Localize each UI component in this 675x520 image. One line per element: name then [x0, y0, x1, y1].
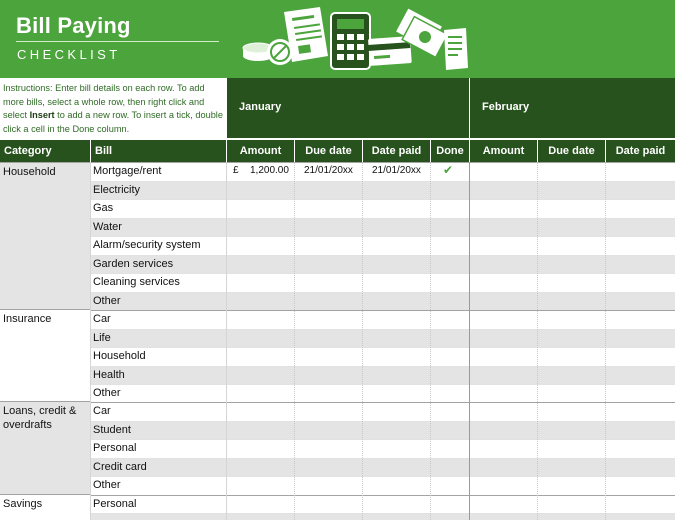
- bill-name: Other: [93, 295, 121, 307]
- jan-due-date-cell[interactable]: 21/01/20xx: [304, 165, 353, 176]
- month-divider: [469, 162, 470, 520]
- category-household[interactable]: Household: [0, 162, 90, 309]
- column-header-feb-amount[interactable]: Amount: [470, 140, 537, 162]
- table-row[interactable]: [91, 329, 675, 347]
- table-row[interactable]: [91, 273, 675, 291]
- receipt-icon: [444, 28, 468, 70]
- bill-name: Health: [93, 369, 125, 381]
- bill-name: Other: [93, 387, 121, 399]
- table-row[interactable]: [91, 513, 675, 520]
- done-tick-icon[interactable]: ✔: [443, 163, 454, 177]
- bill-name: Car: [93, 313, 111, 325]
- coins-icon: [243, 39, 293, 65]
- header-banner: [0, 0, 675, 78]
- table-row[interactable]: [91, 458, 675, 476]
- table-row[interactable]: [91, 384, 675, 402]
- column-header-jan-done[interactable]: Done: [431, 140, 469, 162]
- jan-date-paid-cell[interactable]: 21/01/20xx: [372, 165, 421, 176]
- column-header-feb-date-paid[interactable]: Date paid: [606, 140, 675, 162]
- bill-name: Student: [93, 424, 131, 436]
- column-header-jan-amount[interactable]: Amount: [227, 140, 294, 162]
- table-row[interactable]: [91, 199, 675, 217]
- table-row[interactable]: [91, 162, 675, 180]
- column-header-feb-due-date[interactable]: Due date: [538, 140, 605, 162]
- column-header-jan-due-date[interactable]: Due date: [295, 140, 362, 162]
- table-row[interactable]: [91, 495, 675, 513]
- table-row[interactable]: [91, 347, 675, 365]
- column-divider: [294, 162, 295, 520]
- bill-name: Electricity: [93, 184, 141, 196]
- title-divider: [16, 41, 219, 42]
- table-row[interactable]: [91, 236, 675, 254]
- page-title: Bill Paying: [16, 13, 131, 38]
- table-row[interactable]: [91, 421, 675, 439]
- column-header-category[interactable]: Category: [0, 140, 90, 162]
- jan-amount-cell[interactable]: 1,200.00: [250, 165, 289, 176]
- table-row[interactable]: [91, 402, 675, 420]
- column-header-jan-date-paid[interactable]: Date paid: [363, 140, 430, 162]
- bill-name: Other: [93, 479, 121, 491]
- category-loans-credit-overdrafts[interactable]: Loans, credit & overdrafts: [0, 401, 90, 494]
- column-divider: [90, 162, 91, 520]
- currency-symbol: £: [233, 165, 239, 176]
- bill-name: Credit card: [93, 461, 147, 473]
- column-header-bill[interactable]: Bill: [91, 140, 226, 162]
- bill-name: Alarm/security system: [93, 239, 201, 251]
- table-row[interactable]: [91, 310, 675, 328]
- table-row[interactable]: [91, 255, 675, 273]
- bill-name: Personal: [93, 498, 137, 510]
- table-row[interactable]: [91, 218, 675, 236]
- month-header-february[interactable]: February: [470, 78, 675, 138]
- calculator-icon: [331, 13, 370, 69]
- bill-name: Household: [93, 350, 146, 362]
- column-divider: [537, 162, 538, 520]
- column-divider: [362, 162, 363, 520]
- column-divider: [605, 162, 606, 520]
- instructions-text: Instructions: Enter bill details on each row. To add more bills, select a whole row, then right click and select Insert to add a new row. To insert a tick, double click a cell in the Done column.: [3, 83, 223, 134]
- month-header-january[interactable]: January: [227, 78, 469, 138]
- bills-illustration-icon: [240, 4, 472, 74]
- table-row[interactable]: [91, 292, 675, 310]
- table-row[interactable]: [91, 366, 675, 384]
- category-insurance[interactable]: Insurance: [0, 309, 90, 401]
- table-row[interactable]: [91, 476, 675, 494]
- table-row[interactable]: [91, 181, 675, 199]
- bill-name: Water: [93, 221, 122, 233]
- column-divider: [226, 162, 227, 520]
- category-savings[interactable]: Savings: [0, 494, 90, 520]
- bill-name: Mortgage/rent: [93, 165, 162, 177]
- bill-name: Garden services: [93, 258, 174, 270]
- bill-name: Life: [93, 332, 111, 344]
- bill-name: Car: [93, 405, 111, 417]
- column-divider: [430, 162, 431, 520]
- page-subtitle: CHECKLIST: [17, 47, 121, 62]
- insert-keyword: Insert: [29, 110, 55, 121]
- table-row[interactable]: [91, 439, 675, 457]
- bill-name: Personal: [93, 442, 137, 454]
- bill-name: Gas: [93, 202, 114, 214]
- bill-name: Cleaning services: [93, 276, 180, 288]
